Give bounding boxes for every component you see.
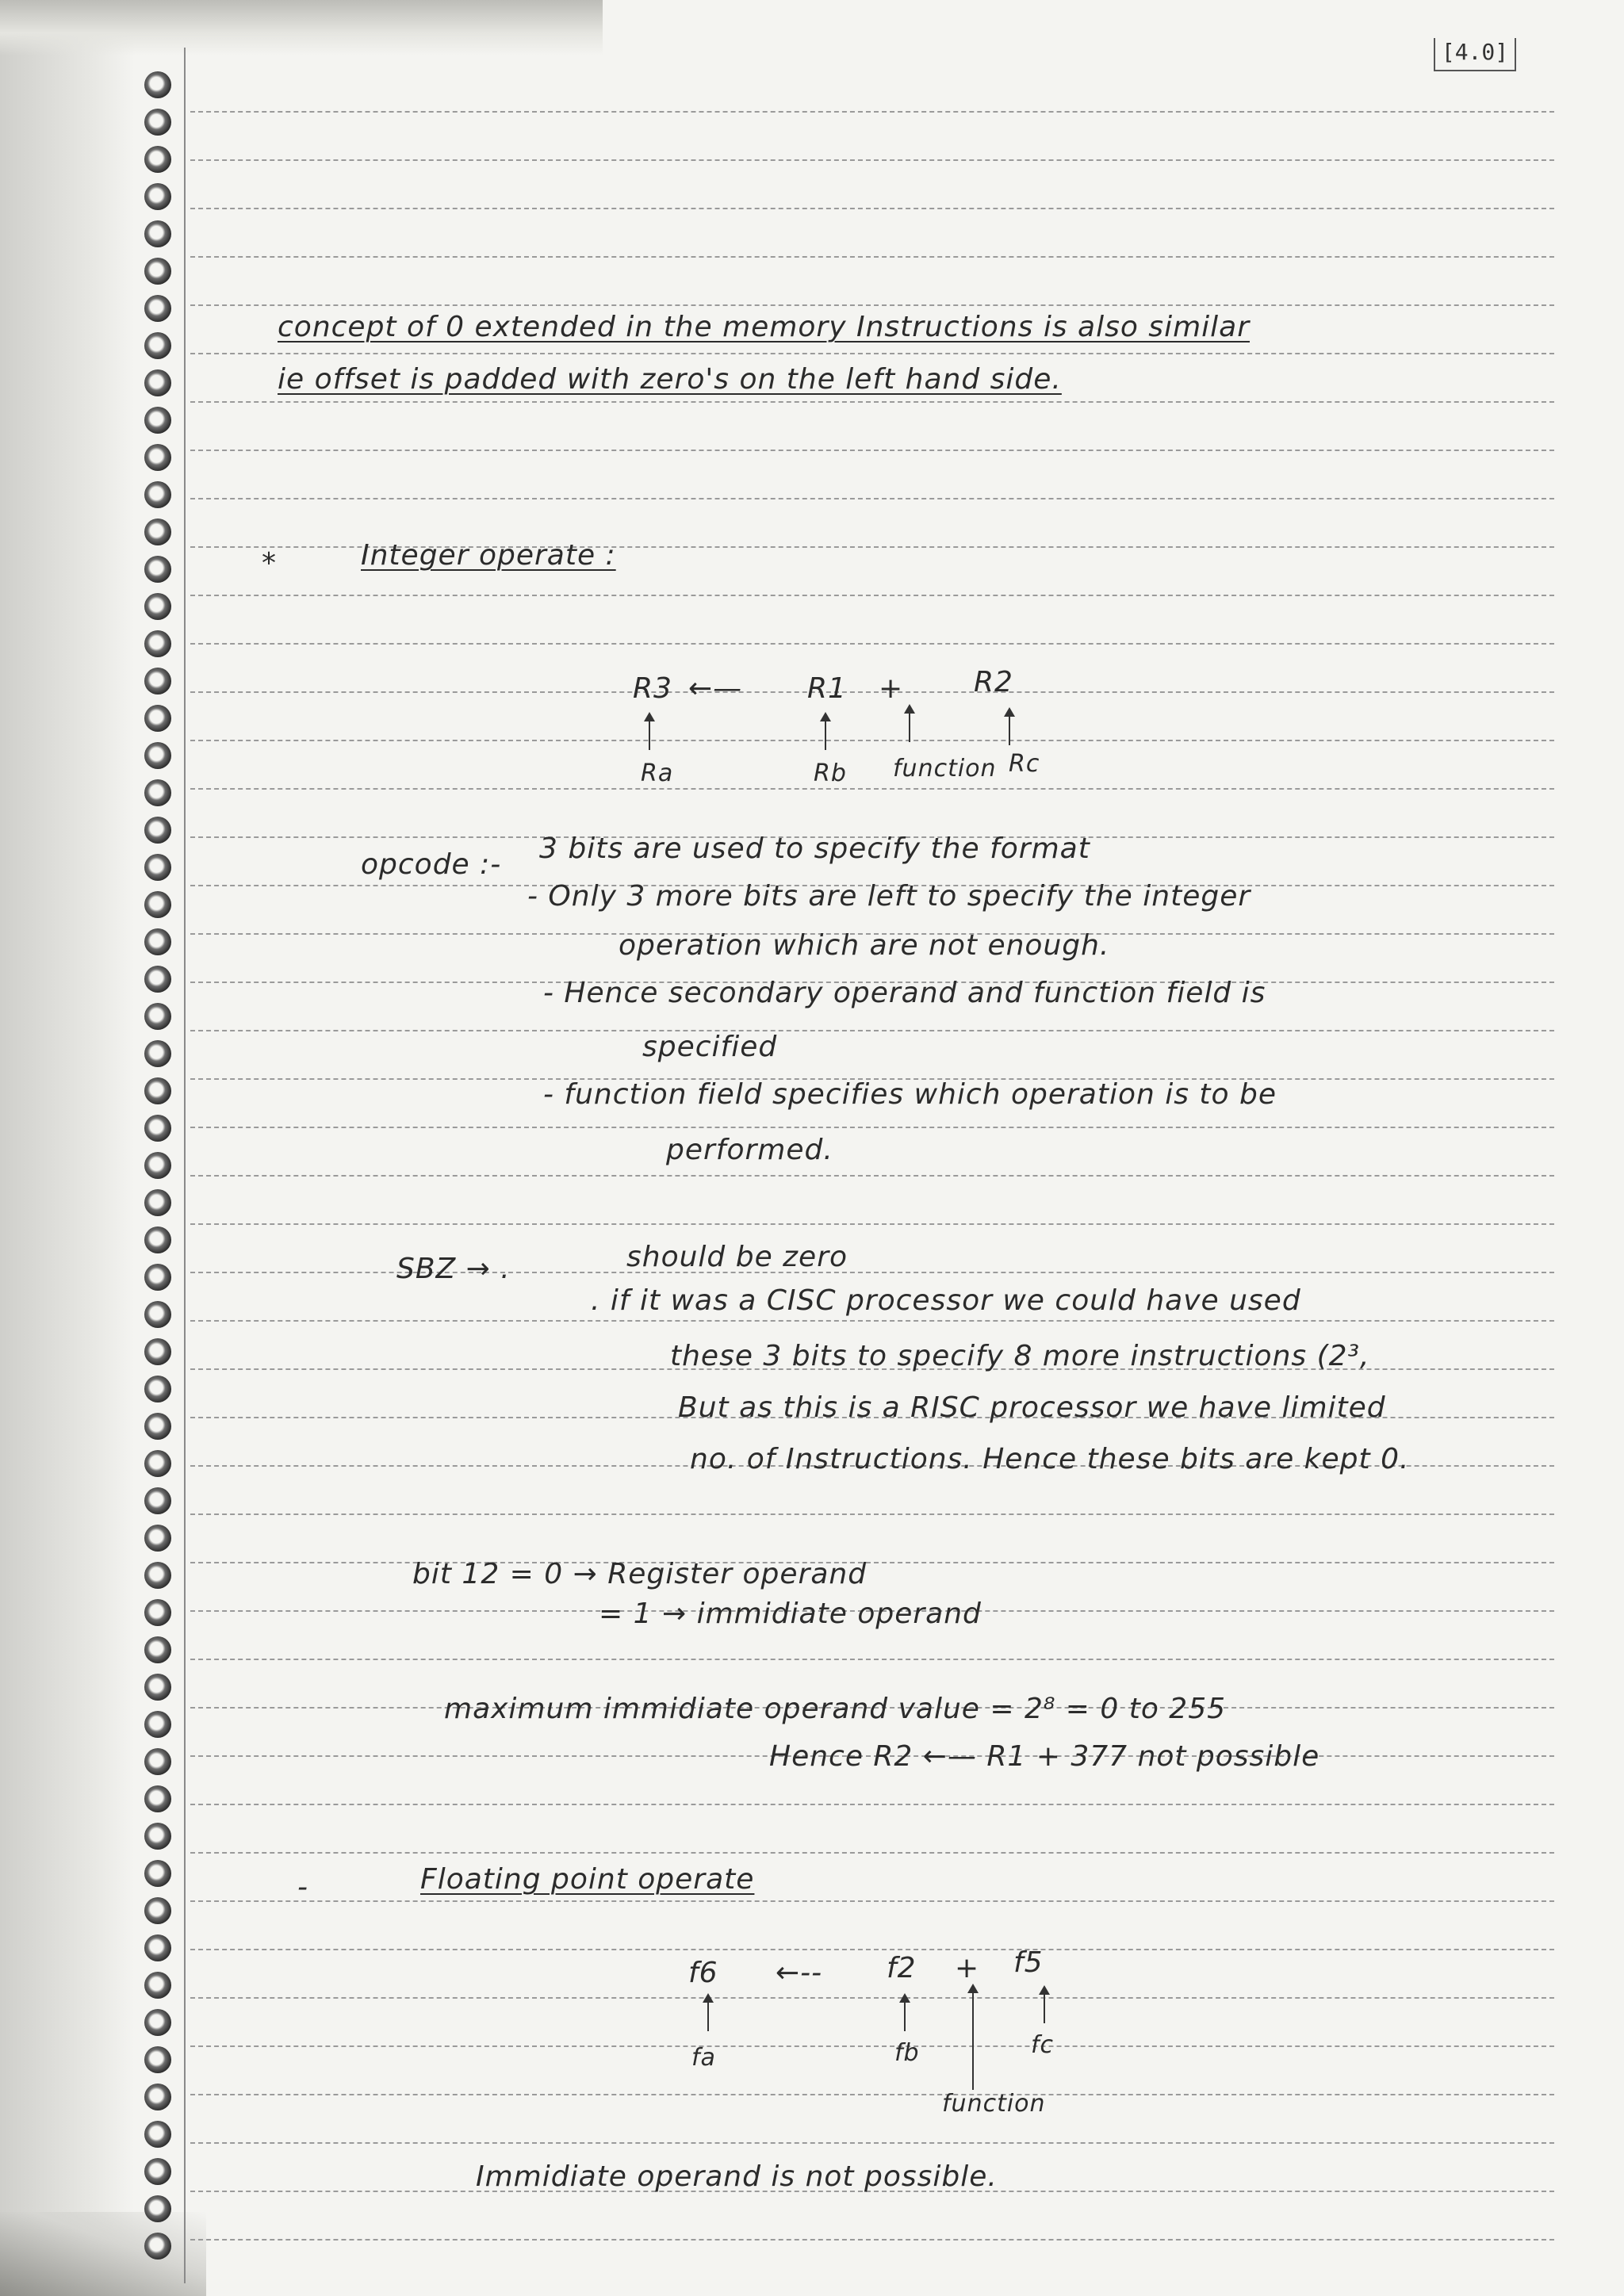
binding-hole — [144, 1040, 171, 1067]
ruled-line — [190, 1127, 1554, 1128]
ruled-line — [190, 788, 1554, 790]
sbz-line-1: should be zero — [626, 1241, 848, 1273]
binding-hole — [144, 2158, 171, 2185]
eq-plus: + — [879, 672, 904, 705]
ruled-line — [190, 691, 1554, 693]
binding-hole — [144, 2046, 171, 2073]
binding-hole — [144, 2121, 171, 2148]
binding-hole — [144, 966, 171, 993]
opcode-line-5: specified — [642, 1031, 778, 1063]
label-rb: Rb — [814, 760, 847, 787]
ruled-line — [190, 450, 1554, 451]
ruled-line — [190, 1900, 1554, 1902]
float-conclusion: Immidiate operand is not possible. — [476, 2160, 998, 2193]
arrow-ra — [649, 715, 650, 750]
ruled-line — [190, 2094, 1554, 2095]
binding-hole — [144, 668, 171, 695]
binding-hole — [144, 1785, 171, 1812]
binding-hole — [144, 1003, 171, 1030]
eq-src-r2: R2 — [974, 666, 1013, 698]
binding-hole — [144, 519, 171, 545]
ruled-line — [190, 1030, 1554, 1031]
binding-hole — [144, 779, 171, 806]
binding-hole — [144, 1338, 171, 1365]
binding-hole — [144, 1636, 171, 1663]
binding-hole — [144, 1823, 171, 1850]
label-fb: fb — [894, 2039, 920, 2067]
sbz-line-4: But as this is a RISC processor we have limited — [678, 1391, 1386, 1424]
bit12-line-1: bit 12 = 0 → Register operand — [412, 1558, 868, 1590]
spiral-binding — [136, 71, 184, 2275]
binding-hole — [144, 332, 171, 359]
opcode-line-4: - Hence secondary operand and function field is — [543, 977, 1266, 1009]
label-rc: Rc — [1009, 750, 1040, 778]
binding-hole — [144, 854, 171, 881]
ruled-line — [190, 2239, 1554, 2241]
binding-hole — [144, 1450, 171, 1477]
binding-hole — [144, 481, 171, 508]
sbz-line-2: . if it was a CISC processor we could have used — [591, 1284, 1301, 1317]
opcode-line-3: operation which are not enough. — [619, 929, 1110, 962]
binding-hole — [144, 630, 171, 657]
ruled-line — [190, 111, 1554, 113]
ruled-line — [190, 208, 1554, 209]
ruled-line — [190, 2142, 1554, 2144]
binding-hole — [144, 2233, 171, 2260]
binding-hole — [144, 2084, 171, 2110]
float-bullet: - — [297, 1871, 308, 1904]
binding-hole — [144, 1897, 171, 1924]
binding-hole — [144, 928, 171, 955]
sbz-label: SBZ → . — [396, 1253, 511, 1285]
label-ra: Ra — [641, 760, 674, 787]
binding-hole — [144, 2195, 171, 2222]
binding-hole — [144, 891, 171, 918]
arrow-ffunction — [972, 1987, 974, 2090]
ruled-line — [190, 1852, 1554, 1854]
ruled-line — [190, 2045, 1554, 2047]
page-number: [4.0] — [1434, 38, 1516, 71]
binding-hole — [144, 1189, 171, 1216]
float-heading: Floating point operate — [420, 1863, 755, 1896]
label-function: function — [893, 755, 997, 783]
binding-hole — [144, 742, 171, 769]
binding-hole — [144, 146, 171, 173]
binding-hole — [144, 220, 171, 247]
max-immediate-line: maximum immidiate operand value = 2⁸ = 0 to 255 — [444, 1693, 1227, 1725]
ruled-line — [190, 1659, 1554, 1660]
binding-hole — [144, 556, 171, 583]
binding-hole — [144, 71, 171, 98]
ruled-line — [190, 401, 1554, 403]
ruled-line — [190, 1175, 1554, 1177]
feq-plus: + — [955, 1952, 980, 1984]
binding-hole — [144, 1860, 171, 1887]
binding-hole — [144, 1972, 171, 1999]
feq-src-f2: f2 — [887, 1952, 917, 1984]
ruled-line — [190, 1223, 1554, 1225]
binding-hole — [144, 183, 171, 210]
binding-hole — [144, 444, 171, 471]
ruled-line — [190, 1997, 1554, 1999]
ruled-line — [190, 1320, 1554, 1322]
bit12-line-2: = 1 → immidiate operand — [599, 1598, 982, 1630]
binding-hole — [144, 407, 171, 434]
arrow-rc — [1009, 710, 1010, 745]
label-fa: fa — [691, 2044, 716, 2072]
ruled-line — [190, 353, 1554, 354]
binding-hole — [144, 593, 171, 620]
ruled-line — [190, 498, 1554, 499]
eq-dest-r3: R3 — [633, 672, 672, 705]
sbz-line-3: these 3 bits to specify 8 more instructions (2³, — [670, 1340, 1370, 1372]
ruled-line — [190, 1272, 1554, 1273]
binding-hole — [144, 705, 171, 732]
scan-shadow-top — [0, 0, 603, 55]
ruled-line — [190, 1513, 1554, 1515]
eq-arrow: ←— — [688, 672, 743, 705]
ruled-line — [190, 643, 1554, 645]
binding-hole — [144, 1599, 171, 1626]
binding-hole — [144, 1413, 171, 1440]
binding-hole — [144, 1264, 171, 1291]
arrow-fc — [1044, 1988, 1045, 2023]
arrow-function — [909, 707, 910, 742]
opcode-line-7: performed. — [666, 1134, 833, 1166]
ruled-line — [190, 256, 1554, 258]
eq-src-r1: R1 — [807, 672, 847, 705]
opcode-line-2: - Only 3 more bits are left to specify the integer — [527, 880, 1251, 913]
ruled-line — [190, 1804, 1554, 1805]
binding-hole — [144, 258, 171, 285]
arrow-rb — [825, 715, 826, 750]
feq-src-f5: f5 — [1013, 1946, 1044, 1979]
binding-hole — [144, 1711, 171, 1738]
binding-hole — [144, 1525, 171, 1552]
binding-hole — [144, 1152, 171, 1179]
binding-hole — [144, 369, 171, 396]
arrow-fa — [707, 1996, 709, 2031]
integer-bullet: * — [262, 547, 277, 580]
ruled-line — [190, 159, 1554, 161]
intro-line-2: ie offset is padded with zero's on the left hand side. — [278, 363, 1062, 396]
binding-hole — [144, 2009, 171, 2036]
feq-arrow: ←-- — [776, 1957, 823, 1989]
binding-hole — [144, 1301, 171, 1328]
binding-hole — [144, 1226, 171, 1253]
binding-hole — [144, 1376, 171, 1402]
binding-hole — [144, 1487, 171, 1514]
opcode-label: opcode :- — [361, 848, 502, 881]
opcode-line-1: 3 bits are used to specify the format — [539, 832, 1090, 865]
binding-hole — [144, 295, 171, 322]
binding-hole — [144, 1077, 171, 1104]
scan-shadow-left — [0, 0, 135, 2296]
margin-line — [184, 48, 186, 2283]
binding-hole — [144, 109, 171, 136]
binding-hole — [144, 1562, 171, 1589]
binding-hole — [144, 1115, 171, 1142]
integer-heading: Integer operate : — [361, 539, 616, 572]
sbz-line-5: no. of Instructions. Hence these bits are kept 0. — [690, 1443, 1410, 1475]
binding-hole — [144, 1674, 171, 1701]
intro-line-1: concept of 0 extended in the memory Instructions is also similar — [278, 311, 1251, 343]
ruled-line — [190, 740, 1554, 741]
opcode-line-6: - function field specifies which operation is to be — [543, 1078, 1277, 1111]
binding-hole — [144, 817, 171, 844]
hence-line: Hence R2 ←— R1 + 377 not possible — [769, 1740, 1320, 1773]
feq-dest-f6: f6 — [688, 1957, 718, 1989]
binding-hole — [144, 1934, 171, 1961]
label-fc: fc — [1031, 2031, 1055, 2059]
arrow-fb — [904, 1996, 906, 2031]
label-ffunction: function — [942, 2090, 1046, 2118]
ruled-line — [190, 1562, 1554, 1563]
ruled-line — [190, 1949, 1554, 1950]
binding-hole — [144, 1748, 171, 1775]
ruled-line — [190, 595, 1554, 596]
ruled-line — [190, 304, 1554, 306]
